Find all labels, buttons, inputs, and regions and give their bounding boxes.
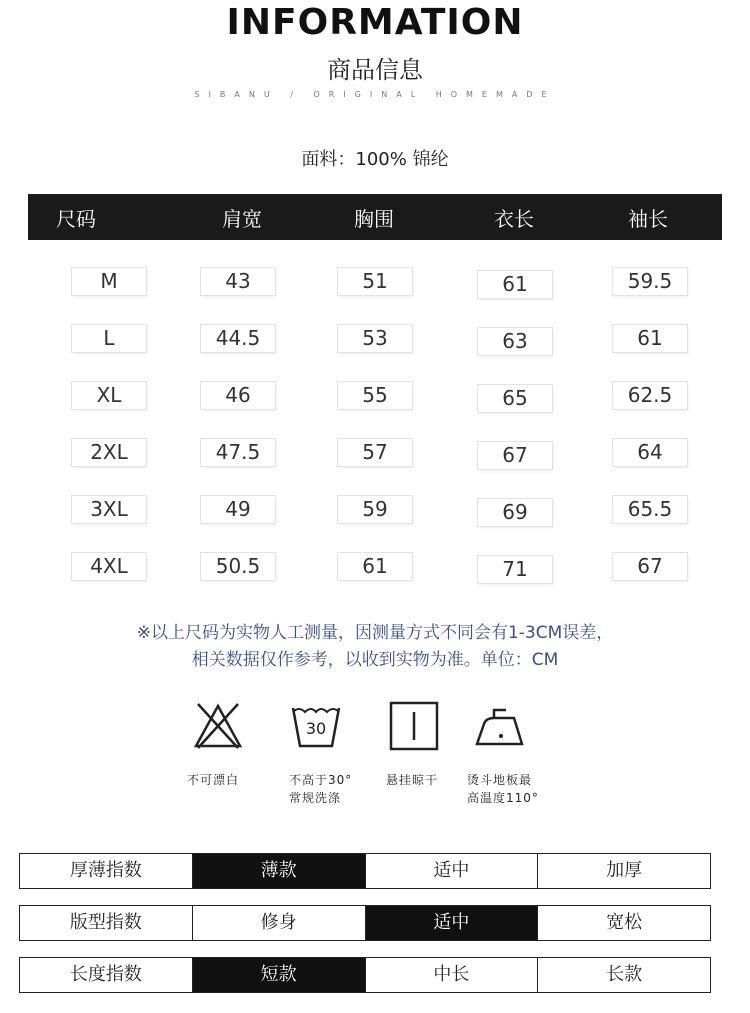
- size-note-line-2: 相关数据仅作参考，以收到实物为准。单位：CM: [191, 650, 559, 670]
- index-option-selected: 适中: [365, 906, 538, 940]
- care-label-wash-1: 不高于30°: [289, 773, 353, 787]
- column-header-sleeve: 袖长: [628, 206, 668, 231]
- size-note-line-1: ※以上尺码为实物人工测量，因测量方式不同会有1-3CM误差，: [136, 623, 614, 643]
- size-cell-size: L: [72, 325, 146, 352]
- index-option-selected: 薄款: [192, 854, 365, 888]
- size-cell-size: 4XL: [72, 553, 146, 580]
- index-label: 版型指数: [69, 912, 142, 933]
- size-cell-length: 61: [478, 271, 552, 298]
- size-cell-chest: 59: [338, 496, 412, 523]
- index-label: 厚薄指数: [69, 860, 142, 881]
- care-label-iron-2: 高温度110°: [467, 791, 539, 805]
- size-cell-shoulder: 47.5: [201, 439, 275, 466]
- size-cell-size: M: [72, 268, 146, 295]
- no-bleach-icon: [192, 700, 244, 752]
- care-label-hang-dry: 悬挂晾干: [386, 773, 439, 787]
- column-header-shoulder: 肩宽: [222, 206, 262, 231]
- index-option: 宽松: [537, 906, 710, 940]
- size-cell-shoulder: 43: [201, 268, 275, 295]
- index-option: 中长: [365, 958, 538, 992]
- index-row-thickness: [19, 853, 711, 889]
- size-cell-length: 71: [478, 556, 552, 583]
- size-cell-length: 67: [478, 442, 552, 469]
- brand-tagline: SIBANU / ORIGINAL HOMEMADE: [194, 90, 556, 99]
- size-cell-shoulder: 44.5: [201, 325, 275, 352]
- column-header-size: 尺码: [56, 206, 96, 231]
- iron-icon: [474, 700, 526, 752]
- index-row-fit: [19, 905, 711, 941]
- size-table-header: [28, 194, 722, 240]
- index-option-selected: 短款: [192, 958, 365, 992]
- index-option: 加厚: [537, 854, 710, 888]
- size-cell-length: 69: [478, 499, 552, 526]
- page-subtitle: 商品信息: [327, 56, 423, 84]
- wash-temperature: 30: [305, 719, 327, 738]
- size-cell-chest: 51: [338, 268, 412, 295]
- care-label-no-bleach: 不可漂白: [187, 773, 240, 787]
- care-label-iron-1: 烫斗地板最: [467, 773, 533, 787]
- size-cell-sleeve: 59.5: [613, 268, 687, 295]
- size-cell-sleeve: 62.5: [613, 382, 687, 409]
- size-cell-sleeve: 65.5: [613, 496, 687, 523]
- index-option: 适中: [365, 854, 538, 888]
- index-option: 修身: [192, 906, 365, 940]
- size-cell-chest: 55: [338, 382, 412, 409]
- index-label: 长度指数: [69, 964, 142, 985]
- size-cell-length: 63: [478, 328, 552, 355]
- fabric-info: 面料：100% 锦纶: [301, 149, 449, 170]
- size-cell-chest: 57: [338, 439, 412, 466]
- size-cell-chest: 61: [338, 553, 412, 580]
- size-cell-sleeve: 64: [613, 439, 687, 466]
- size-cell-size: XL: [72, 382, 146, 409]
- size-cell-size: 2XL: [72, 439, 146, 466]
- index-option: 长款: [537, 958, 710, 992]
- column-header-length: 衣长: [494, 206, 534, 231]
- size-cell-size: 3XL: [72, 496, 146, 523]
- size-cell-length: 65: [478, 385, 552, 412]
- column-header-chest: 胸围: [354, 206, 394, 231]
- wash-30-icon: [290, 700, 342, 752]
- index-row-length: [19, 957, 711, 993]
- size-cell-sleeve: 67: [613, 553, 687, 580]
- hang-dry-icon: [388, 700, 440, 752]
- size-cell-shoulder: 50.5: [201, 553, 275, 580]
- size-cell-shoulder: 49: [201, 496, 275, 523]
- page-title: INFORMATION: [226, 2, 524, 43]
- size-cell-shoulder: 46: [201, 382, 275, 409]
- size-cell-chest: 53: [338, 325, 412, 352]
- care-label-wash-2: 常规洗涤: [289, 791, 342, 805]
- size-cell-sleeve: 61: [613, 325, 687, 352]
